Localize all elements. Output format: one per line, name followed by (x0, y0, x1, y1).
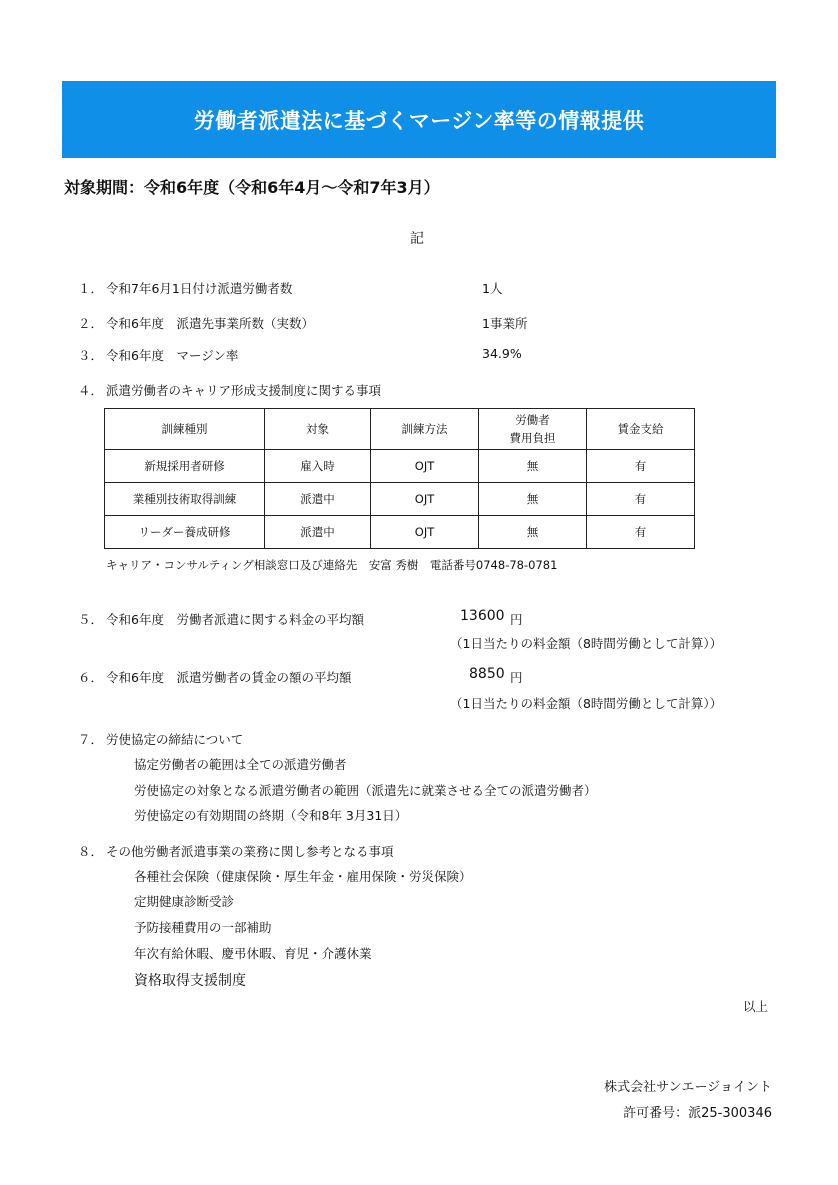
other-line: 予防接種費用の一部補助 (134, 920, 272, 935)
agreement-line: 労使協定の対象となる派遣労働者の範囲（派遣先に就業させる全ての派遣労働者） (134, 783, 597, 798)
other-line: 定期健康診断受診 (134, 894, 235, 909)
other-line: 資格取得支援制度 (134, 973, 246, 989)
table-cell: OJT (371, 450, 479, 483)
table-cell: 無 (479, 483, 587, 516)
table-cell: 有 (587, 516, 695, 549)
item-5-number: ５． (78, 612, 104, 627)
table-row (105, 483, 695, 516)
fee-amount: 13600 (460, 608, 505, 624)
item-8-number: ８． (78, 844, 104, 859)
table-cell: 有 (587, 483, 695, 516)
table-cell: 派遣中 (265, 516, 371, 549)
end-mark: 以上 (743, 999, 769, 1014)
item-2-label: 令和6年度 派遣先事業所数（実数） (106, 316, 314, 331)
table-cell: 無 (479, 450, 587, 483)
item-3-value: 34.9% (482, 346, 522, 361)
other-line: 年次有給休暇、慶弔休暇、育児・介護休業 (134, 946, 372, 961)
item-7-label: 労使協定の締結について (106, 732, 244, 747)
item-3-label: 令和6年度 マージン率 (106, 348, 239, 363)
table-row (105, 450, 695, 483)
item-8-label: その他労働者派遣事業の業務に関し参考となる事項 (106, 844, 394, 859)
table-cell: OJT (371, 483, 479, 516)
agreement-line: 労使協定の有効期間の終期（令和8年 3月31日） (134, 808, 408, 823)
item-1-value: 1人 (482, 281, 503, 296)
agreement-line: 協定労働者の範囲は全ての派遣労働者 (134, 757, 347, 772)
table-header-cell: 対象 (265, 409, 371, 450)
fee-unit: 円 (510, 612, 523, 627)
item-1-label: 令和7年6月1日付け派遣労働者数 (106, 281, 293, 296)
table-cell: 業種別技術取得訓練 (105, 483, 265, 516)
wage-note: （1日当たりの料金額（8時間労働として計算）） (450, 696, 723, 711)
item-1-number: １． (78, 281, 104, 296)
table-header-cell: 訓練方法 (371, 409, 479, 450)
table-cell: 無 (479, 516, 587, 549)
table-header-cell: 訓練種別 (105, 409, 265, 450)
career-training-table (104, 408, 695, 549)
item-4-number: ４． (78, 383, 104, 398)
table-header-cell: 賃金支給 (587, 409, 695, 450)
item-7-number: ７． (78, 732, 104, 747)
company-name: 株式会社サンエージョイント (604, 1080, 772, 1095)
title-banner (62, 81, 776, 158)
item-6-label: 令和6年度 派遣労働者の賃金の額の平均額 (106, 670, 352, 685)
table-cell: 新規採用者研修 (105, 450, 265, 483)
item-5-label: 令和6年度 労働者派遣に関する料金の平均額 (106, 612, 364, 627)
other-line: 各種社会保険（健康保険・厚生年金・雇用保険・労災保険） (134, 869, 472, 884)
table-cell: リーダー養成研修 (105, 516, 265, 549)
table-header-cell: 労働者 費用負担 (479, 409, 587, 450)
item-3-number: ３． (78, 348, 104, 363)
ki-heading: 記 (410, 231, 424, 247)
table-cell: 派遣中 (265, 483, 371, 516)
wage-unit: 円 (510, 670, 523, 685)
fee-note: （1日当たりの料金額（8時間労働として計算）） (450, 636, 723, 651)
item-6-number: ６． (78, 670, 104, 685)
table-cell: 雇入時 (265, 450, 371, 483)
career-contact: キャリア・コンサルティング相談窓口及び連絡先 安富 秀樹 電話番号0748-78-0781 (106, 558, 558, 572)
item-2-number: ２． (78, 316, 104, 331)
table-cell: OJT (371, 516, 479, 549)
license-number: 許可番号：派25-300346 (623, 1106, 772, 1121)
item-2-value: 1事業所 (482, 316, 528, 331)
table-cell: 有 (587, 450, 695, 483)
table-header-row (105, 409, 695, 450)
wage-amount: 8850 (469, 666, 505, 682)
page-title: 労働者派遣法に基づくマージン率等の情報提供 (193, 108, 645, 133)
table-row (105, 516, 695, 549)
item-4-label: 派遣労働者のキャリア形成支援制度に関する事項 (106, 383, 382, 398)
target-period: 対象期間：令和6年度（令和6年4月～令和7年3月） (64, 178, 440, 197)
